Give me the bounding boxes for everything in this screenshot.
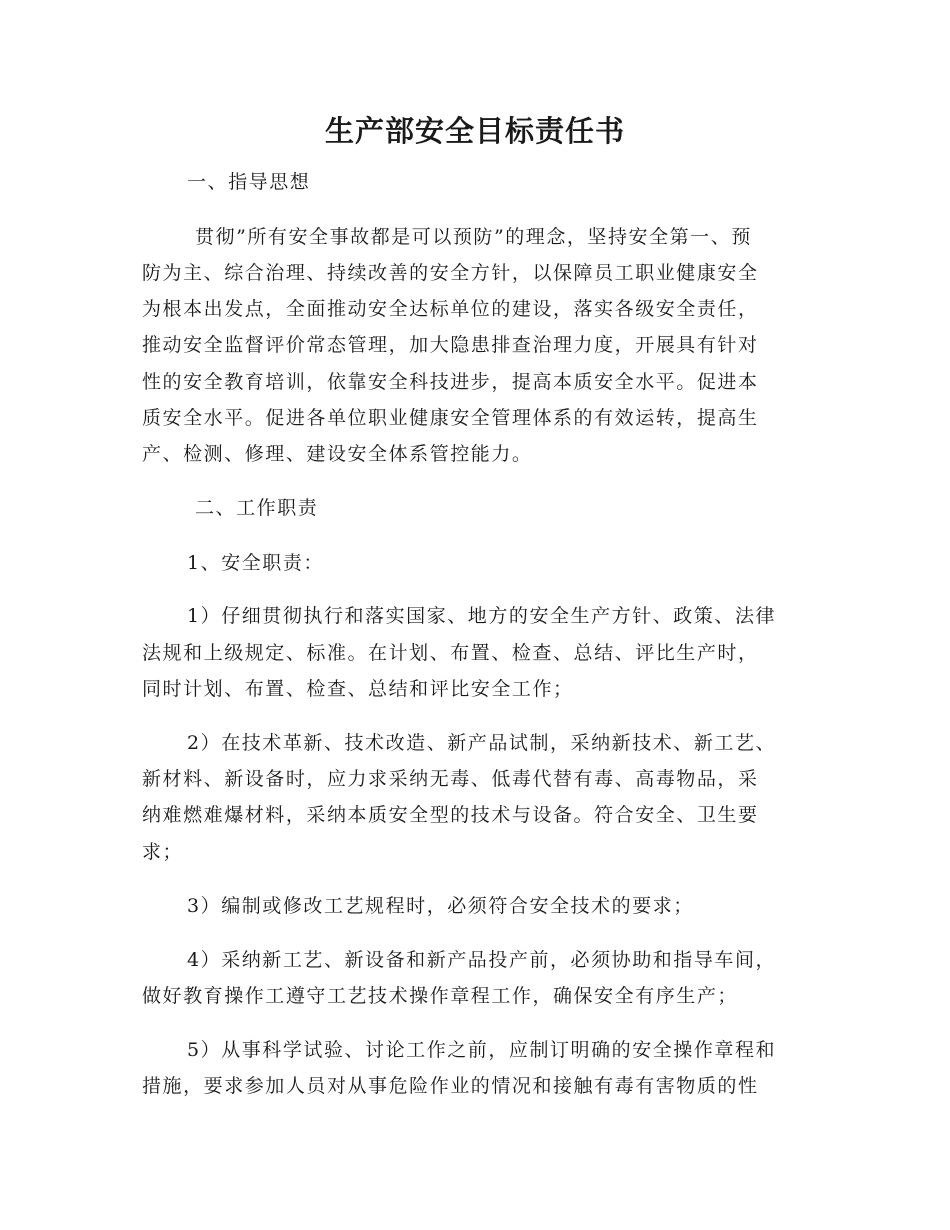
- paragraph-line: 为根本出发点，全面推动安全达标单位的建设，落实各级安全责任，: [142, 298, 759, 320]
- list-item-line: 法规和上级规定、标准。在计划、布置、检查、总结、评比生产时，: [142, 642, 759, 664]
- document-title: 生产部安全目标责任书: [324, 114, 625, 148]
- list-item-line: 做好教育操作工遵守工艺技术操作章程工作，确保安全有序生产；: [142, 985, 738, 1007]
- paragraph-line: 贯彻”所有安全事故都是可以预防”的理念，坚持安全第一、预: [195, 226, 752, 248]
- list-item-line: 同时计划、布置、检查、总结和评比安全工作；: [142, 678, 574, 700]
- list-item-line: 5）从事科学试验、讨论工作之前，应制订明确的安全操作章程和: [187, 1039, 777, 1061]
- paragraph-line: 产、检测、修理、建设安全体系管控能力。: [142, 443, 533, 465]
- paragraph-line: 防为主、综合治理、持续改善的安全方针，以保障员工职业健康安全: [142, 262, 759, 284]
- section-heading-guiding-ideology: 一、指导思想: [187, 171, 311, 193]
- paragraph-line: 推动安全监督评价常态管理，加大隐患排查治理力度，开展具有针对: [142, 334, 759, 356]
- subsection-heading-safety-duties: 1、安全职责：: [187, 552, 324, 574]
- list-item-line: 新材料、新设备时，应力求采纳无毒、低毒代替有毒、高毒物品，采: [142, 768, 759, 790]
- list-item-line: 1）仔细贯彻执行和落实国家、地方的安全生产方针、政策、法律: [187, 605, 777, 627]
- section-heading-work-duties: 二、工作职责: [195, 497, 319, 519]
- paragraph-line: 质安全水平。促进各单位职业健康安全管理体系的有效运转，提高生: [142, 407, 759, 429]
- paragraph-line: 性的安全教育培训，依靠安全科技进步，提高本质安全水平。促进本: [142, 371, 759, 393]
- list-item-line: 4）采纳新工艺、新设备和新产品投产前，必须协助和指导车间，: [187, 949, 777, 971]
- list-item-line: 纳难燃难爆材料，采纳本质安全型的技术与设备。符合安全、卫生要: [142, 804, 759, 826]
- list-item-line: 措施，要求参加人员对从事危险作业的情况和接触有毒有害物质的性: [142, 1075, 759, 1097]
- list-item-line: 求；: [142, 841, 184, 863]
- list-item-line: 2）在技术革新、技术改造、新产品试制，采纳新技术、新工艺、: [187, 732, 777, 754]
- list-item-line: 3）编制或修改工艺规程时，必须符合安全技术的要求；: [187, 895, 694, 917]
